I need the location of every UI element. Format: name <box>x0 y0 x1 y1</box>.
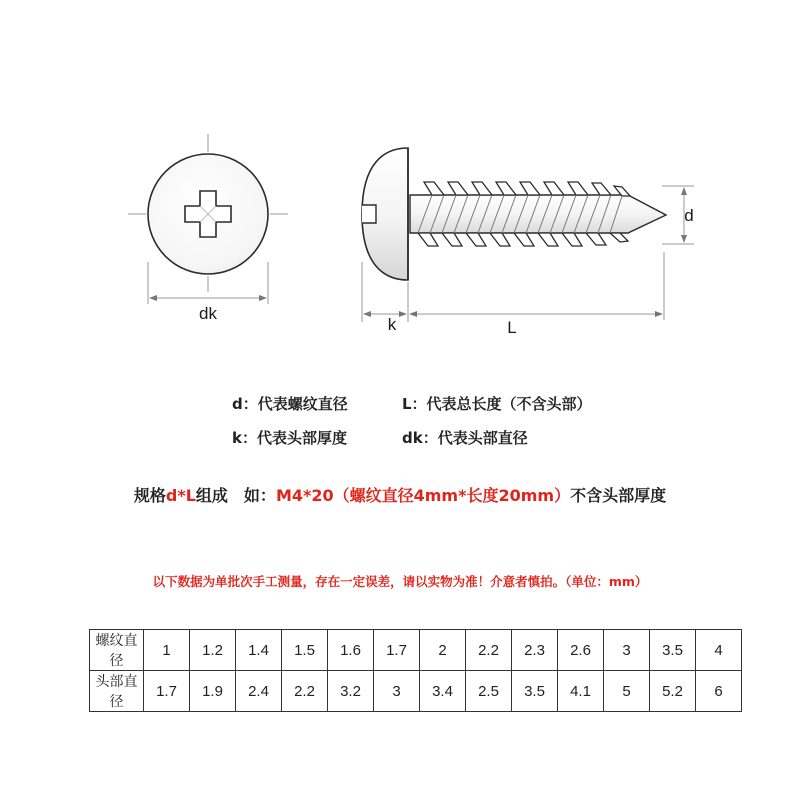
table-cell: 3 <box>374 671 420 712</box>
table-cell: 1 <box>144 630 190 671</box>
table-cell: 1.4 <box>236 630 282 671</box>
k-label: k <box>387 315 397 334</box>
table-row-head-diameter <box>90 671 742 712</box>
table-cell: 2.2 <box>466 630 512 671</box>
table-cell: 3.4 <box>420 671 466 712</box>
L-label: L <box>507 318 517 337</box>
row-label: 螺纹直径 <box>90 630 144 671</box>
table-cell: 6 <box>696 671 742 712</box>
row-label: 头部直径 <box>90 671 144 712</box>
d-label: d <box>684 206 694 225</box>
table-cell: 3.5 <box>650 630 696 671</box>
table-cell: 3.5 <box>512 671 558 712</box>
spec-prefix: 规格 <box>133 486 166 505</box>
table-cell: 3.2 <box>328 671 374 712</box>
spec-suffix: 不含头部厚度 <box>570 486 667 505</box>
measurement-note: 以下数据为单批次手工测量，存在一定误差，请以实物为准！介意者慎拍。（单位：mm） <box>152 574 648 589</box>
legend-k: k：代表头部厚度 <box>232 429 347 447</box>
legend-d: d：代表螺纹直径 <box>232 395 348 413</box>
spec-example: M4*20（螺纹直径4mm*长度20mm） <box>275 486 571 505</box>
table-cell: 1.6 <box>328 630 374 671</box>
table-row-thread-diameter <box>90 630 742 671</box>
table-cell: 2 <box>420 630 466 671</box>
table-cell: 2.6 <box>558 630 604 671</box>
table-cell: 2.2 <box>282 671 328 712</box>
table-cell: 2.5 <box>466 671 512 712</box>
legend-L: L：代表总长度（不含头部） <box>402 395 592 413</box>
spec-middle: 组成 如： <box>195 486 276 505</box>
table-cell: 1.2 <box>190 630 236 671</box>
table-cell: 5 <box>604 671 650 712</box>
table-cell: 4.1 <box>558 671 604 712</box>
table-cell: 1.9 <box>190 671 236 712</box>
screw-side-view <box>362 148 666 280</box>
table-cell: 4 <box>696 630 742 671</box>
size-table <box>89 629 742 712</box>
legend-dk: dk：代表头部直径 <box>402 429 528 447</box>
table-cell: 1.7 <box>144 671 190 712</box>
spec-line <box>0 483 800 506</box>
table-cell: 3 <box>604 630 650 671</box>
table-cell: 1.5 <box>282 630 328 671</box>
dk-label: dk <box>199 304 217 323</box>
table-cell: 1.7 <box>374 630 420 671</box>
table-cell: 2.3 <box>512 630 558 671</box>
table-cell: 2.4 <box>236 671 282 712</box>
table-cell: 5.2 <box>650 671 696 712</box>
head-top-view <box>128 134 288 292</box>
spec-formula: d*L <box>165 486 196 505</box>
